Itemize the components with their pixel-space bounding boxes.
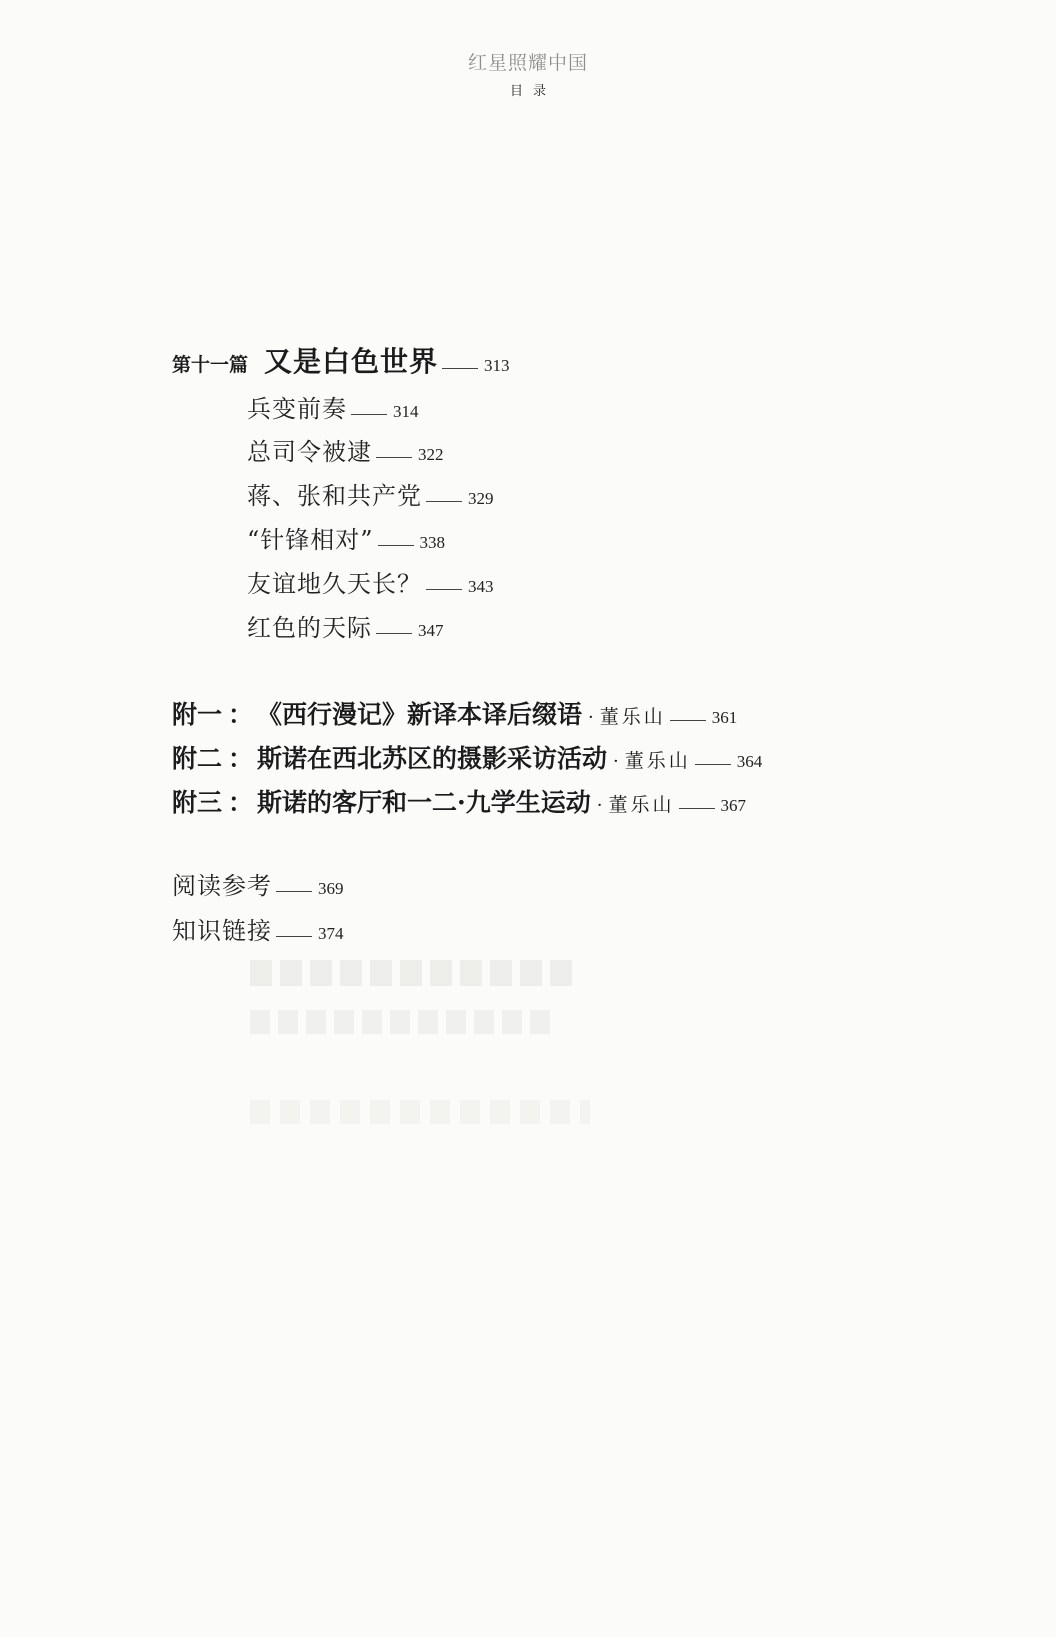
appendix-title: 《西行漫记》新译本译后缀语 xyxy=(257,700,583,729)
page-number: 374 xyxy=(318,924,344,943)
separator-dot: · xyxy=(596,795,603,816)
chapter-title: “针锋相对” xyxy=(247,526,374,554)
leader-line xyxy=(351,414,387,415)
leader-line xyxy=(276,936,312,937)
page-number: 361 xyxy=(711,708,738,727)
extra-title: 知识链接 xyxy=(172,917,272,945)
toc-extra-entry[interactable] xyxy=(172,911,344,946)
leader-line xyxy=(695,764,731,765)
appendix-colon: ： xyxy=(228,788,254,817)
appendix-title: 斯诺的客厅和一二·九学生运动 xyxy=(257,788,591,817)
page-number: 347 xyxy=(418,621,444,640)
appendix-author: 董乐山 xyxy=(608,794,675,816)
chapter-title: 兵变前奏 xyxy=(247,395,347,423)
leader-line xyxy=(276,891,312,892)
leader-line xyxy=(378,545,414,546)
bleed-through-smudge xyxy=(250,1010,550,1034)
toc-appendix-entry[interactable] xyxy=(172,783,746,819)
bleed-through-smudge xyxy=(250,1100,590,1124)
toc-extra-entry[interactable] xyxy=(172,866,344,901)
appendix-label: 附一 xyxy=(172,700,223,729)
leader-line xyxy=(376,633,412,634)
page-number: 314 xyxy=(393,402,419,421)
toc-chapter-entry[interactable] xyxy=(247,608,444,643)
page-number: 338 xyxy=(419,533,446,552)
toc-appendix-entry[interactable] xyxy=(172,739,762,775)
chapter-title: 总司令被逮 xyxy=(247,438,372,466)
page-number: 313 xyxy=(484,356,510,375)
book-title-header: 红星照耀中国 xyxy=(467,52,588,74)
toc-appendix-entry[interactable] xyxy=(172,695,737,731)
appendix-title: 斯诺在西北苏区的摄影采访活动 xyxy=(257,744,608,773)
page-number: 364 xyxy=(736,752,763,771)
leader-line xyxy=(670,720,706,721)
leader-line xyxy=(679,808,715,809)
extra-title: 阅读参考 xyxy=(172,872,272,900)
separator-dot: · xyxy=(613,751,619,772)
appendix-label: 附三 xyxy=(172,788,223,817)
section-label-toc: 目录 xyxy=(509,84,556,99)
toc-chapter-entry[interactable] xyxy=(247,520,445,555)
leader-line xyxy=(442,368,478,369)
appendix-label: 附二 xyxy=(172,744,223,773)
toc-part-entry[interactable] xyxy=(172,340,510,380)
toc-chapter-entry[interactable] xyxy=(247,389,419,424)
toc-chapter-entry[interactable] xyxy=(247,432,444,467)
toc-chapter-entry[interactable] xyxy=(247,476,494,511)
separator-dot: · xyxy=(588,707,594,728)
leader-line xyxy=(376,457,412,458)
page-number: 369 xyxy=(318,879,344,898)
page-number: 322 xyxy=(418,445,444,464)
chapter-title: 红色的天际 xyxy=(247,614,372,642)
part-title: 又是白色世界 xyxy=(264,345,439,378)
toc-chapter-entry[interactable] xyxy=(247,564,494,599)
page-number: 329 xyxy=(468,489,494,508)
part-label: 第十一篇 xyxy=(172,354,249,376)
appendix-author: 董乐山 xyxy=(599,706,666,728)
appendix-colon: ： xyxy=(228,700,254,729)
chapter-title: 友谊地久天长？ xyxy=(247,570,422,598)
appendix-author: 董乐山 xyxy=(624,750,691,772)
page-number: 343 xyxy=(468,577,494,596)
appendix-colon: ： xyxy=(228,744,254,773)
leader-line xyxy=(426,589,462,590)
page-number: 367 xyxy=(720,796,746,815)
chapter-title: 蒋、张和共产党 xyxy=(247,482,422,510)
leader-line xyxy=(426,501,462,502)
bleed-through-smudge xyxy=(250,960,580,986)
